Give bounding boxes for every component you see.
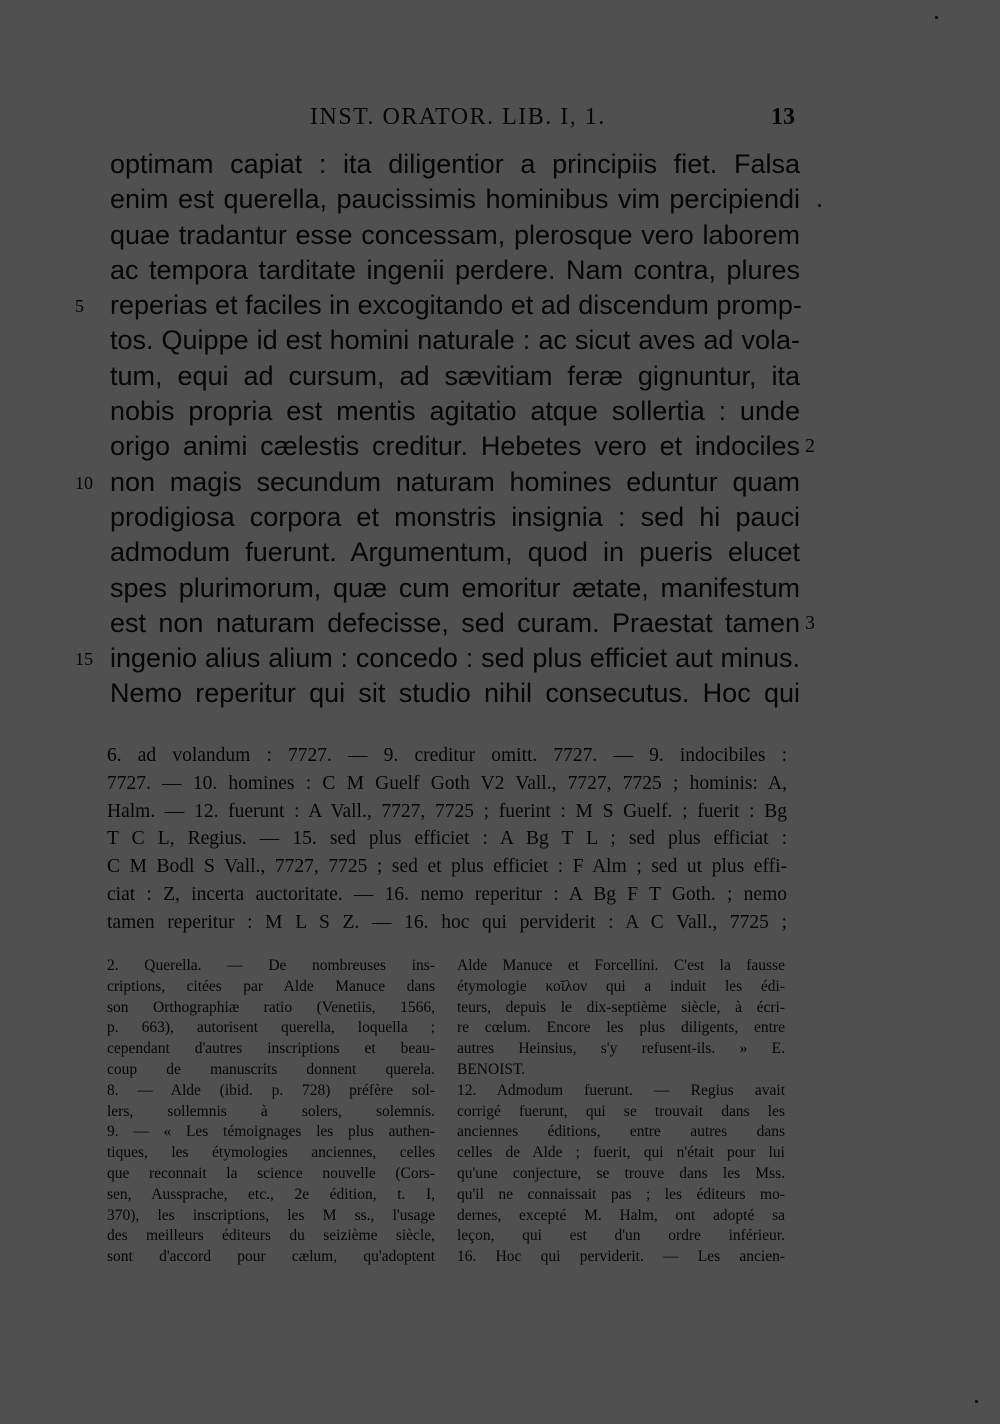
apparatus-line: T C L, Regius. — 15. sed plus efficiet : A Bg T L ; sed plus efficiat : bbox=[107, 828, 787, 850]
apparatus-line: 7727. — 10. homines : C M Guelf Goth V2 Vall., 7727, 7725 ; hominis: A, bbox=[107, 772, 787, 794]
text-line: non magis secundum naturam homines eduntur quam bbox=[110, 466, 800, 497]
text-line: Nemo reperitur qui sit studio nihil consecutus. Hoc qui bbox=[110, 678, 800, 709]
note-line: sont d'accord pour cælum, qu'adoptent bbox=[107, 1248, 435, 1266]
line-number: 15 bbox=[75, 649, 93, 670]
note-line: corrigé fuerunt, qui se trouvait dans les bbox=[457, 1102, 785, 1120]
note-line: 12. Admodum fuerunt. — Regius avait bbox=[457, 1081, 785, 1099]
scan-speck bbox=[818, 204, 821, 207]
note-line: que reconnait la science nouvelle (Cors- bbox=[107, 1164, 435, 1182]
text-line: quae tradantur esse concessam, plerosque vero laborem bbox=[110, 219, 800, 250]
text-line: prodigiosa corpora et monstris insignia : sed hi pauci bbox=[110, 501, 800, 532]
section-number: 3 bbox=[805, 611, 815, 634]
page-number: 13 bbox=[771, 104, 795, 130]
text-line: ac tempora tarditate ingenii perdere. Nam contra, plures bbox=[110, 254, 800, 285]
note-line: qu'il ne connaissait pas ; les éditeurs mo- bbox=[457, 1185, 785, 1203]
note-line: étymologie κοῖλον qui a induit les édi- bbox=[457, 977, 785, 995]
text-line: tos. Quippe id est homini naturale : ac sicut aves ad vola- bbox=[110, 325, 800, 356]
note-line: son Orthographiæ ratio (Venetiis, 1566, bbox=[107, 998, 435, 1016]
text-line: enim est querella, paucissimis hominibus vim percipiendi bbox=[110, 184, 800, 215]
note-line: qu'une conjecture, se trouve dans les Mss. bbox=[457, 1164, 785, 1182]
notes-left-column bbox=[107, 956, 435, 1268]
apparatus-line: 6. ad volandum : 7727. — 9. creditur omitt. 7727. — 9. indocibiles : bbox=[107, 745, 787, 766]
main-latin-text bbox=[110, 147, 800, 712]
note-line: des meilleurs éditeurs du seizième siècle, bbox=[107, 1227, 435, 1245]
text-line: est non naturam defecisse, sed curam. Praestat tamen bbox=[110, 607, 800, 638]
notes-right-column bbox=[457, 956, 785, 1268]
scan-speck bbox=[975, 1400, 978, 1403]
note-line: re cœlum. Encore les plus diligents, entre bbox=[457, 1019, 785, 1037]
note-line: 8. — Alde (ibid. p. 728) préfère sol- bbox=[107, 1081, 435, 1099]
note-line: coup de manuscrits donnent querela. bbox=[107, 1060, 435, 1078]
note-line: leçon, qui est d'un ordre inférieur. bbox=[457, 1227, 785, 1245]
note-line: criptions, citées par Alde Manuce dans bbox=[107, 977, 435, 995]
running-title: INST. ORATOR. LIB. I, 1. bbox=[310, 104, 606, 130]
note-line: sen, Aussprache, etc., 2e édition, t. I, bbox=[107, 1185, 435, 1203]
commentary-notes bbox=[107, 956, 787, 1286]
text-line: optimam capiat : ita diligentior a principiis fiet. Falsa bbox=[110, 149, 800, 179]
text-line: nobis propria est mentis agitatio atque sollertia : unde bbox=[110, 396, 800, 427]
note-line: p. 663), autorisent querella, loquella ; bbox=[107, 1019, 435, 1037]
note-line: cependant d'autres inscriptions et beau- bbox=[107, 1040, 435, 1058]
text-line: admodum fuerunt. Argumentum, quod in pueris elucet bbox=[110, 537, 800, 568]
note-line: 9. — « Les témoignages les plus authen- bbox=[107, 1123, 435, 1141]
text-line: tum, equi ad cursum, ad sævitiam feræ gignuntur, ita bbox=[110, 360, 800, 391]
text-line: ingenio alius alium : concedo : sed plus efficiet aut minus. bbox=[110, 643, 800, 674]
section-number: 2 bbox=[805, 435, 815, 458]
note-line: teurs, depuis le dix-septième siècle, à écri- bbox=[457, 998, 785, 1016]
text-line: reperias et faciles in excogitando et ad discendum promp- bbox=[110, 290, 802, 321]
note-line: tiques, les étymologies anciennes, celles bbox=[107, 1144, 435, 1162]
line-number: 5 bbox=[75, 296, 84, 317]
page-header bbox=[110, 104, 800, 140]
note-line: celles de Alde ; fuerit, qui n'était pour lui bbox=[457, 1144, 785, 1162]
note-line: Alde Manuce et Forcellini. C'est la fausse bbox=[457, 957, 785, 974]
note-line: 16. Hoc qui perviderit. — Les ancien- bbox=[457, 1248, 785, 1266]
text-line: spes plurimorum, quæ cum emoritur ætate, manifestum bbox=[110, 572, 800, 603]
note-line: lers, sollemnis à solers, solemnis. bbox=[107, 1102, 435, 1120]
note-line: BENOIST. bbox=[457, 1060, 526, 1078]
scan-speck bbox=[935, 16, 938, 19]
apparatus-line: Halm. — 12. fuerunt : A Vall., 7727, 7725 ; fuerint : M S Guelf. ; fuerit : Bg bbox=[107, 800, 787, 822]
note-line: 2. Querella. — De nombreuses ins- bbox=[107, 957, 435, 974]
note-line: 370), les inscriptions, les M ss., l'usage bbox=[107, 1206, 435, 1224]
apparatus-line: C M Bodl S Vall., 7727, 7725 ; sed et plus efficiet : F Alm ; sed ut plus effi- bbox=[107, 856, 787, 878]
note-line: anciennes éditions, entre autres dans bbox=[457, 1123, 785, 1141]
note-line: autres Heinsius, s'y refusent-ils. » E. bbox=[457, 1040, 785, 1058]
apparatus-line: ciat : Z, incerta auctoritate. — 16. nemo reperitur : A Bg F T Goth. ; nemo bbox=[107, 883, 787, 905]
note-line: dernes, excepté M. Halm, ont adopté sa bbox=[457, 1206, 785, 1224]
critical-apparatus bbox=[107, 742, 787, 937]
line-number: 10 bbox=[75, 472, 93, 493]
apparatus-line: tamen reperitur : M L S Z. — 16. hoc qui perviderit : A C Vall., 7725 ; bbox=[107, 911, 787, 933]
text-line: origo animi cælestis creditur. Hebetes vero et indociles bbox=[110, 431, 800, 462]
